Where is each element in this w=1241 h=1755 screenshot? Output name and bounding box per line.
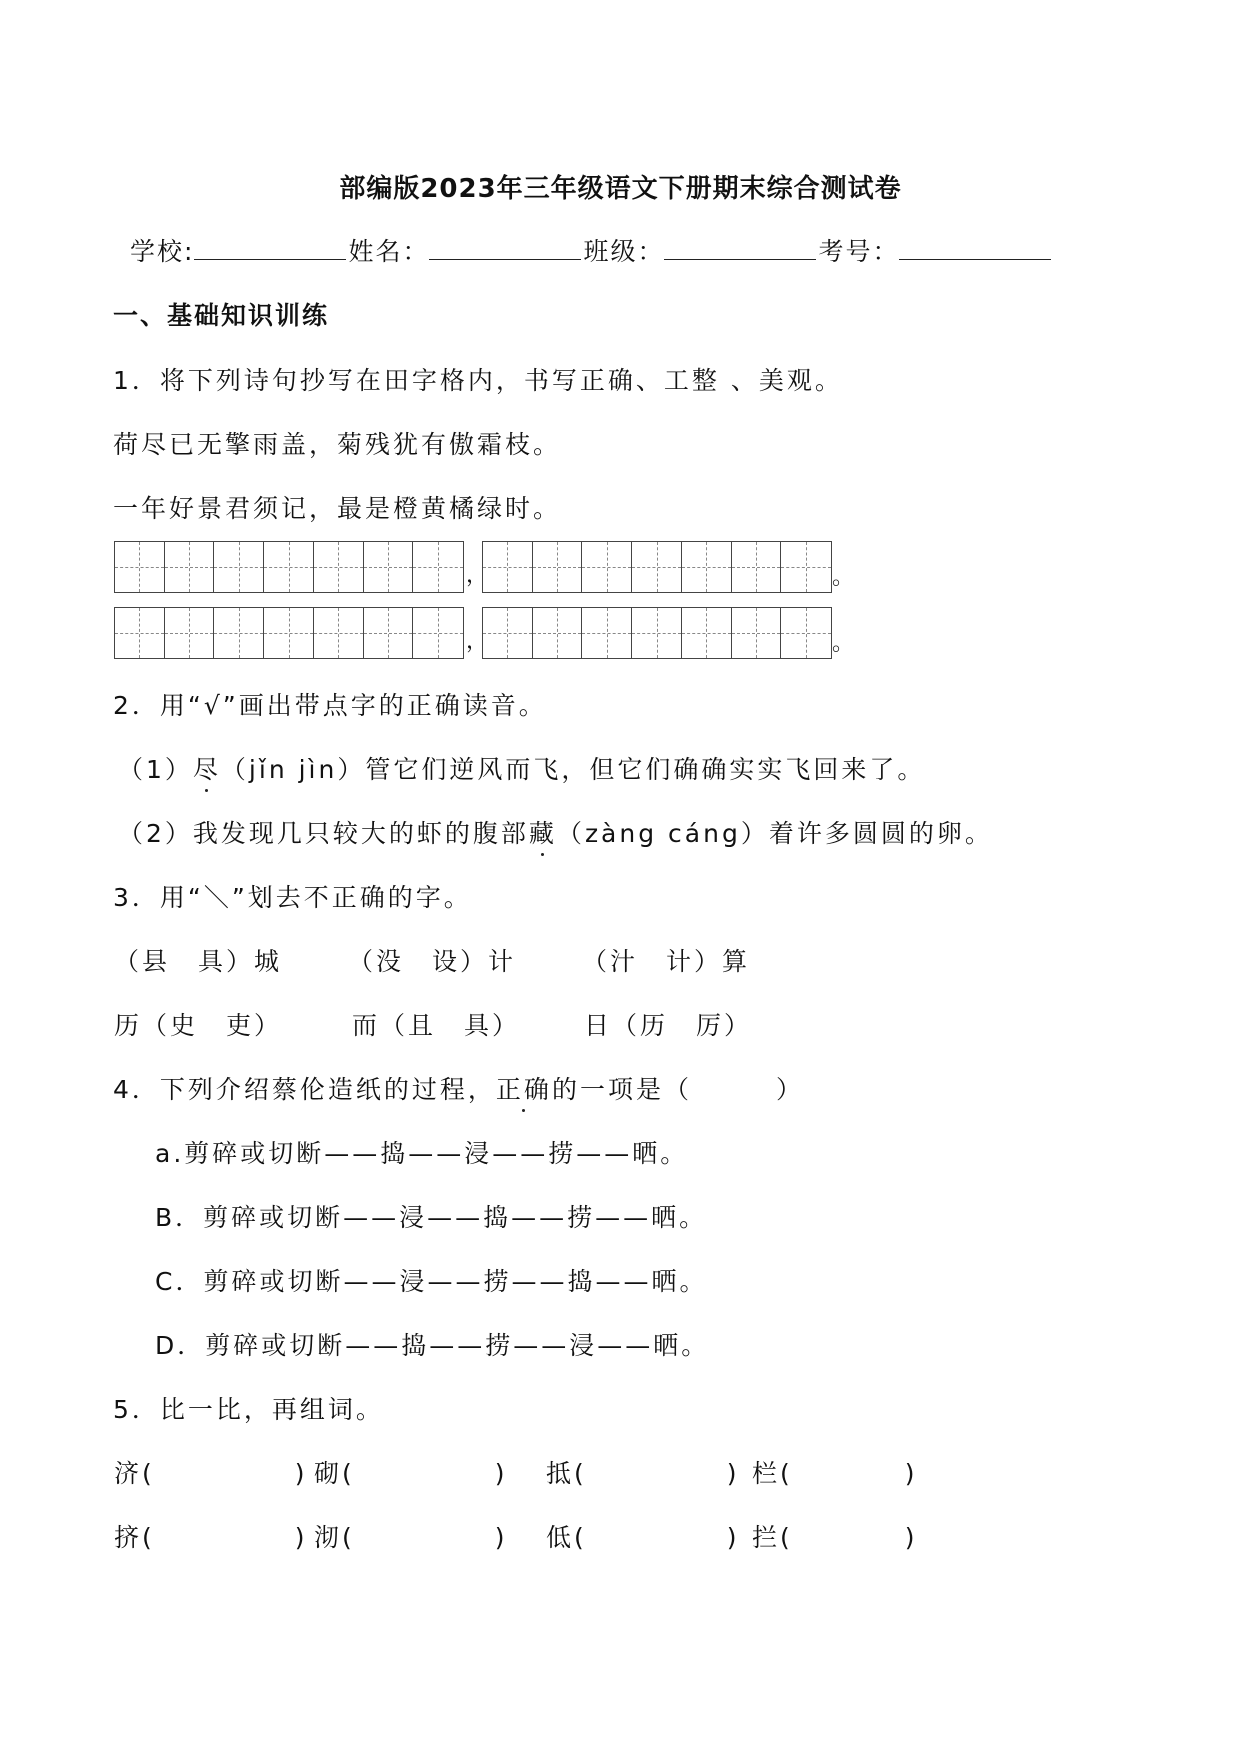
q5-prompt: 5．比一比，再组词。: [113, 1395, 384, 1424]
writing-grid-row1-right[interactable]: [482, 541, 832, 593]
dotted-char: 尽: [192, 755, 221, 784]
q3-prompt: 3．用“＼”划去不正确的字。: [113, 883, 472, 912]
q5-item: 抵( ): [546, 1459, 740, 1488]
q2-s1-number: （1）: [118, 755, 193, 784]
name-label: 姓名：: [348, 237, 430, 266]
q2-sentence-1: [118, 750, 925, 786]
writing-grid-row1-left[interactable]: [114, 541, 464, 593]
q3-item: （县 具）城: [114, 947, 283, 976]
q5-item: 低( ): [546, 1523, 740, 1552]
q2-s2-text-b: （zàng cáng）着许多圆圆的卵。: [556, 819, 993, 848]
q3-item: 历（史 吏）: [114, 1011, 283, 1040]
q5-item: 栏( ): [752, 1459, 918, 1488]
dotted-word: 正确: [495, 1075, 552, 1104]
q4-prompt-b: 的一项是（ ）: [551, 1075, 804, 1104]
q4-option-d: D．剪碎或切断——捣——捞——浸——晒。: [155, 1331, 710, 1360]
section-heading: 一、基础知识训练: [113, 301, 330, 330]
grid-period: 。: [832, 631, 855, 656]
q4-option-b: B．剪碎或切断——浸——捣——捞——晒。: [155, 1203, 708, 1232]
q3-item: 而（且 具）: [352, 1011, 521, 1040]
q2-sentence-2: [118, 814, 993, 850]
q4-prompt-a: 4．下列介绍蔡伦造纸的过程，: [113, 1075, 496, 1104]
name-blank[interactable]: [429, 237, 581, 260]
q4-option-a: a.剪碎或切断——捣——浸——捞——晒。: [155, 1139, 689, 1168]
q2-prompt: 2．用“√”画出带点字的正确读音。: [113, 691, 547, 720]
q3-item: （没 设）计: [348, 947, 517, 976]
exam-no-blank[interactable]: [899, 237, 1051, 260]
q2-s1-text: （jǐn jìn）管它们逆风而飞，但它们确确实实飞回来了。: [220, 755, 926, 784]
school-blank[interactable]: [194, 237, 346, 260]
q4-option-c: C．剪碎或切断——浸——捞——捣——晒。: [155, 1267, 708, 1296]
page-title: 部编版2023年三年级语文下册期末综合测试卷: [339, 174, 902, 204]
writing-grid-row2-right[interactable]: [482, 607, 832, 659]
writing-grid-row2-left[interactable]: [114, 607, 464, 659]
q5-item: 挤( ): [114, 1523, 308, 1552]
class-blank[interactable]: [664, 237, 816, 260]
grid-period: 。: [832, 565, 855, 590]
q1-prompt: 1．将下列诗句抄写在田字格内，书写正确、工整 、美观。: [113, 366, 843, 395]
school-label: 学校:: [130, 237, 195, 266]
q5-item: 拦( ): [752, 1523, 918, 1552]
q5-item: 砌( ): [314, 1459, 508, 1488]
grid-comma: ，: [466, 563, 489, 588]
exam-no-label: 考号：: [818, 237, 900, 266]
dotted-char: 藏: [528, 819, 557, 848]
q3-item: 日（历 厉）: [584, 1011, 753, 1040]
class-label: 班级：: [583, 237, 665, 266]
q5-item: 济( ): [114, 1459, 308, 1488]
q2-s2-text-a: （2）我发现几只较大的虾的腹部: [118, 819, 529, 848]
q5-item: 沏( ): [314, 1523, 508, 1552]
q1-poem-1: 荷尽已无擎雨盖，菊残犹有傲霜枝。: [113, 430, 562, 459]
q4-prompt: [113, 1070, 804, 1106]
grid-comma: ，: [466, 629, 489, 654]
q1-poem-2: 一年好景君须记，最是橙黄橘绿时。: [113, 494, 562, 523]
student-info-line: [130, 232, 1053, 268]
q3-item: （汁 计）算: [582, 947, 751, 976]
